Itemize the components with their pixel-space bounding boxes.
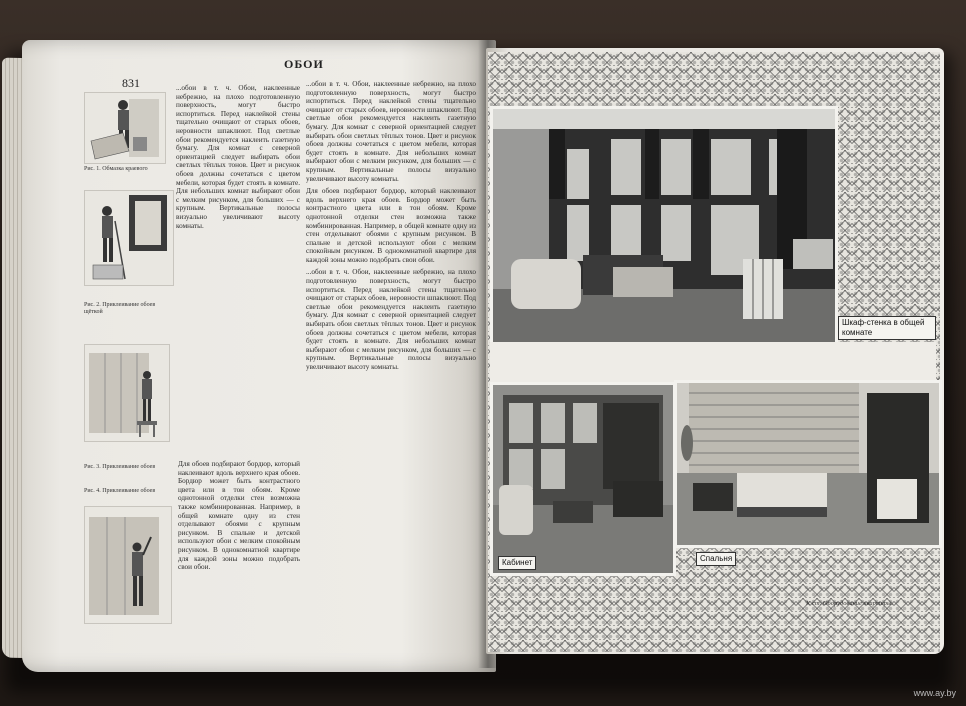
photo-wall-unit	[490, 106, 838, 346]
footer-caption: К ст. Оборудование квартиры.	[806, 600, 894, 607]
caption-bedroom-photo: Спальня	[696, 552, 736, 566]
figure-3-caption: Рис. 3. Приклеивание обоев	[84, 464, 156, 470]
figure-2-illustration	[84, 190, 174, 286]
left-body-text-5: ...обои в т. ч. Обои, наклеенные небрежно, на плохо подготовленную поверхность, могут быстро испортиться. Перед наклейкой стены тщательно очищают от старых обоев, неровности шпаклюют. Под светлые обои рекомендуется наклеить газетную бумагу. Для комнат с северной ориентацией следует выбирать обои светлых тёплых тонов. Цвет и рисунок обоев должны сочетаться с цветом мебели, которая будет стоять в комнате. Для небольших комнат выбирают обои с мелким рисунком, для больших — с крупным. Вертикальные полосы визуально увеличивают высоту комнаты.	[306, 268, 476, 371]
photo-study	[490, 382, 676, 576]
left-body-text-4: Для обоев подбирают бордюр, который наклеивают вдоль верхнего края обоев. Бордюр может быть контрастного цвета или в тон обоям. Кроме однотонной отделки стен возможна также комбинированная. Например, в общей комнате одну из стен отделывают обоями с крупным рисунком. В спальне и детской используют обои с мелким спокойным рисунком. В однокомнатной квартире для каждой зоны можно подобрать свои обои.	[306, 187, 476, 264]
mid-pattern-band	[490, 342, 936, 382]
left-text-column-1b	[178, 460, 300, 622]
left-body-text-1: ...обои в т. ч. Обои, наклеенные небрежно, на плохо подготовленную поверхность, могут быстро испортиться. Перед наклейкой стены тщательно очищают от старых обоев, неровности шпаклюют. Под светлые обои рекомендуется наклеить газетную бумагу. Для комнат с северной ориентацией следует выбирать обои светлых тёплых тонов. Цвет и рисунок обоев должны сочетаться с цветом мебели, которая будет стоять в комнате. Для небольших комнат выбирают обои с мелким рисунком, для больших — с крупным. Вертикальные полосы визуально увеличивают высоту комнаты.	[176, 84, 300, 230]
left-page-number: 831	[122, 76, 140, 90]
left-body-text-3: ...обои в т. ч. Обои, наклеенные небрежно, на плохо подготовленную поверхность, могут быстро испортиться. Перед наклейкой стены тщательно очищают от старых обоев, неровности шпаклюют. Под светлые обои рекомендуется наклеить газетную бумагу. Для комнат с северной ориентацией следует выбирать обои светлых тёплых тонов. Цвет и рисунок обоев должны сочетаться с цветом мебели, которая будет стоять в комнате. Для небольших комнат выбирают обои с мелким рисунком, для больших — с крупным. Вертикальные полосы визуально увеличивают высоту комнаты.	[306, 80, 476, 183]
figure-4-caption: Рис. 4. Приклеивание обоев	[84, 488, 156, 494]
figure-1-illustration	[84, 92, 166, 164]
left-page	[22, 40, 496, 672]
watermark: www.ay.by	[913, 688, 956, 698]
right-page	[486, 48, 944, 654]
figure-1-caption: Рис. 1. Обмазка краевого	[84, 166, 148, 172]
left-body-text-2: Для обоев подбирают бордюр, который наклеивают вдоль верхнего края обоев. Бордюр может быть контрастного цвета или в тон обоям. Кроме однотонной отделки стен возможна также комбинированная. Например, в общей комнате одну из стен отделывают обоями с крупным рисунком. В спальне и детской используют обои с мелким спокойным рисунком. В однокомнатной квартире для каждой зоны можно подобрать свои обои.	[178, 460, 300, 572]
figure-4-illustration	[84, 506, 172, 624]
figure-2-caption: Рис. 2. Приклеивание обоев щёткой	[84, 302, 156, 315]
photo-bedroom	[674, 380, 942, 548]
running-head: ОБОИ	[284, 57, 324, 71]
caption-main-photo: Шкаф-стенка в общей комнате	[838, 316, 936, 340]
caption-study-photo: Кабинет	[498, 556, 536, 570]
left-text-column-2	[306, 80, 476, 640]
figure-3-illustration	[84, 344, 170, 442]
